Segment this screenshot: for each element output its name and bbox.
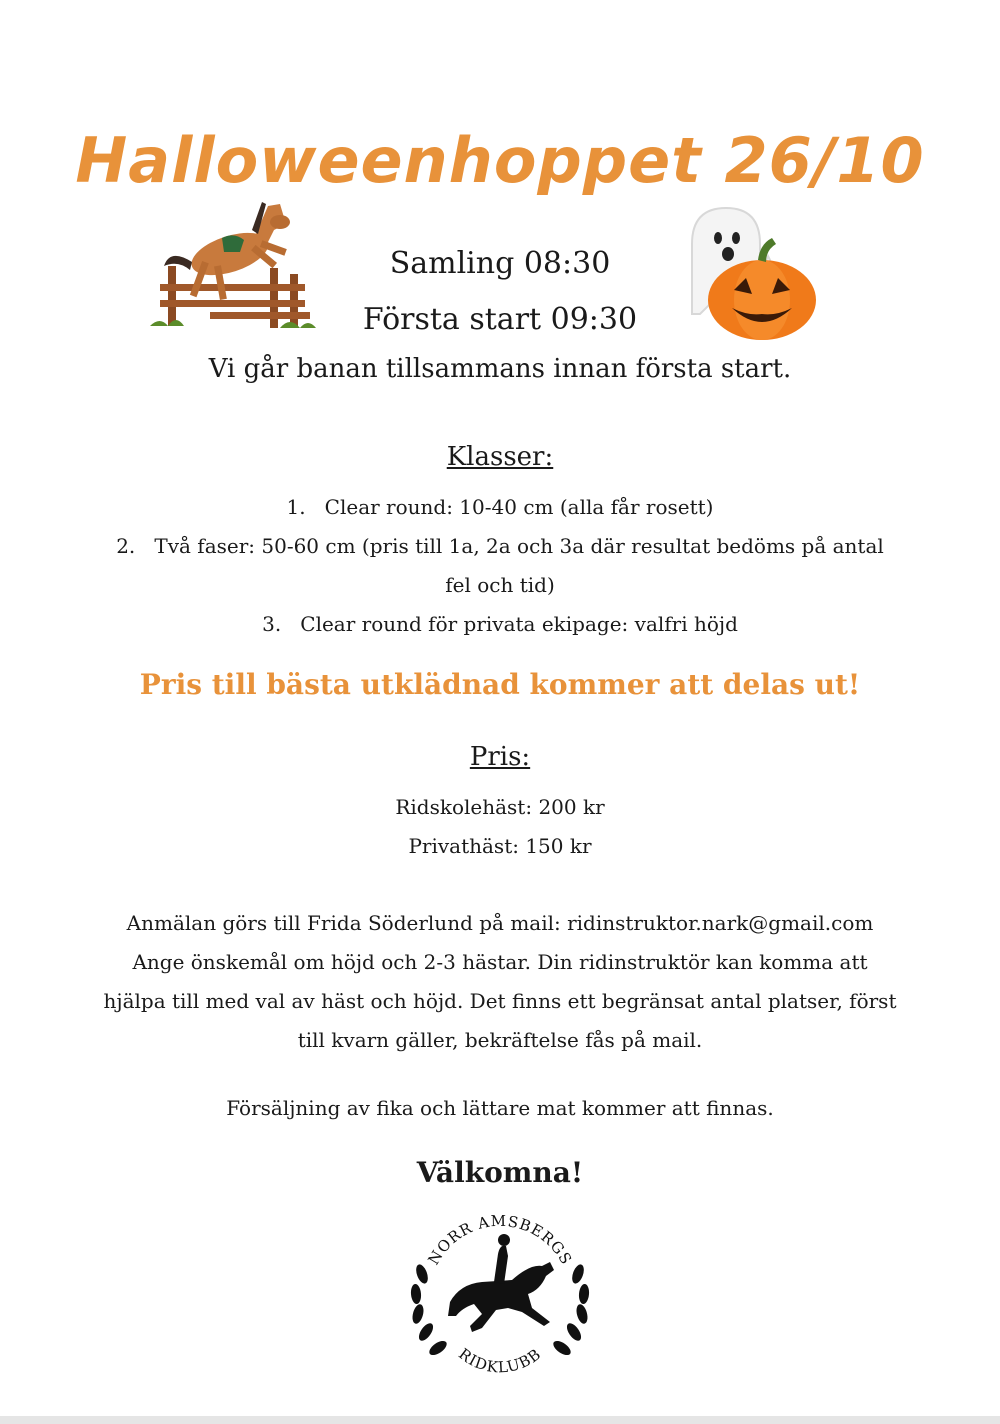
list-number: 2.	[116, 534, 136, 558]
klasser-heading: Klasser:	[446, 442, 554, 472]
food-sale-note: Försäljning av fika och lättare mat kommer att finnas.	[226, 1096, 774, 1120]
course-walk-note: Vi går banan tillsammans innan första start.	[208, 354, 792, 384]
registration-line: hjälpa till med val av häst och höjd. Det finns ett begränsat antal platser, först	[103, 989, 897, 1013]
klasser-list	[0, 488, 1000, 644]
svg-text:RIDKLUBB	[455, 1345, 545, 1377]
list-number: 1.	[286, 495, 306, 519]
registration-line: till kvarn gäller, bekräftelse fås på mail.	[297, 1028, 703, 1052]
laurel-right-icon	[551, 1263, 590, 1358]
samling-time: Samling 08:30	[389, 246, 611, 281]
list-number: 3.	[262, 612, 282, 636]
horse-rider-icon	[448, 1234, 554, 1332]
list-item-text: Clear round för privata ekipage: valfri höjd	[300, 612, 738, 636]
list-item-text: Clear round: 10-40 cm (alla får rosett)	[324, 495, 714, 519]
list-item-text: Två faser: 50-60 cm (pris till 1a, 2a och 3a där resultat bedöms på antal	[154, 534, 884, 558]
pris-list	[0, 788, 1000, 866]
forsta-start-time: Första start 09:30	[362, 302, 638, 337]
list-item	[0, 527, 1000, 566]
bottom-strip	[0, 1416, 1000, 1424]
list-item-continuation: fel och tid)	[445, 573, 555, 597]
pris-heading: Pris:	[469, 742, 531, 772]
registration-info	[0, 904, 1000, 1060]
registration-line: Ange önskemål om höjd och 2-3 hästar. Din ridinstruktör kan komma att	[132, 950, 868, 974]
registration-line: Anmälan görs till Frida Söderlund på mail: ridinstruktor.nark@gmail.com	[126, 911, 874, 935]
costume-prize-note: Pris till bästa utklädnad kommer att delas ut!	[139, 668, 861, 701]
welcome-text: Välkomna!	[416, 1156, 584, 1189]
logo-top-text: NORR AMSBERGS	[424, 1211, 576, 1269]
page-title: Halloweenhoppet 26/10	[75, 124, 925, 197]
list-item	[0, 488, 1000, 527]
price-privathast: Privathäst: 150 kr	[408, 834, 592, 858]
laurel-left-icon	[410, 1263, 449, 1358]
logo-bottom-text: RIDKLUBB	[455, 1344, 545, 1377]
club-logo	[400, 1204, 600, 1384]
price-ridskolehast: Ridskolehäst: 200 kr	[395, 795, 605, 819]
list-item	[0, 605, 1000, 644]
